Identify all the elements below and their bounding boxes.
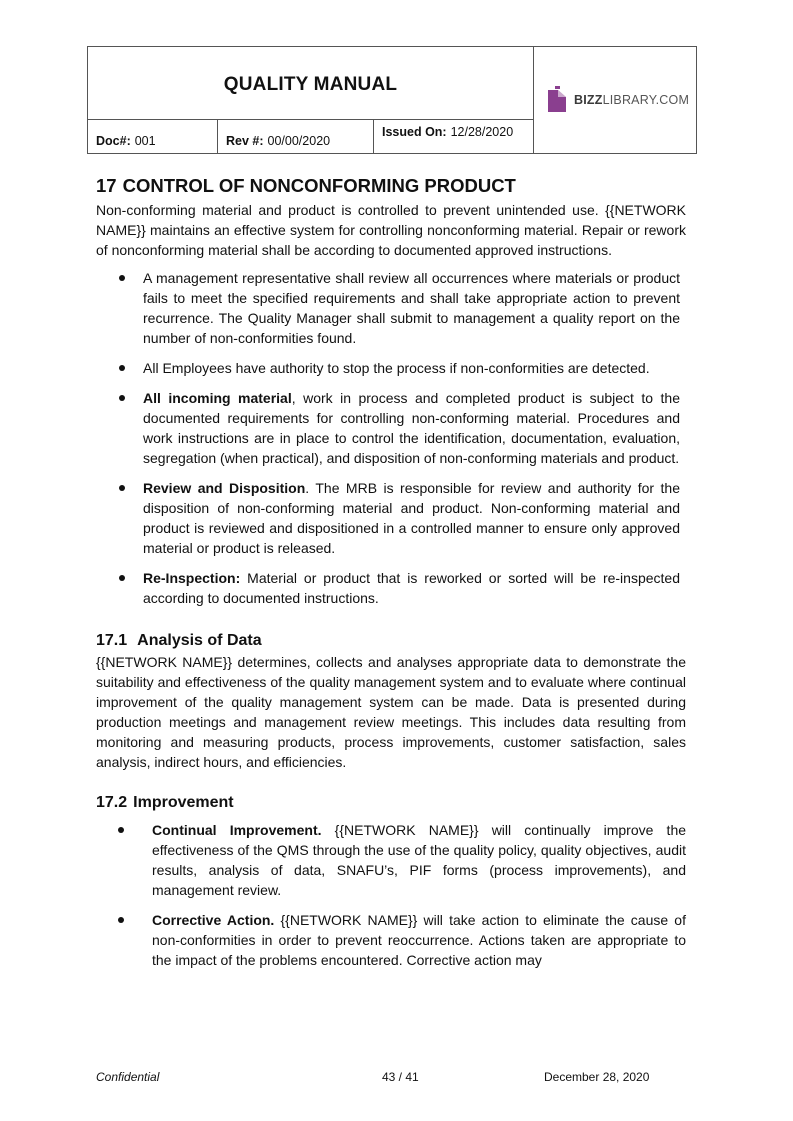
document-header <box>87 46 697 154</box>
document-title: QUALITY MANUAL <box>88 47 534 120</box>
section-17-1-heading: 17.1 Analysis of Data <box>96 632 262 649</box>
doc-number-cell <box>88 120 218 153</box>
footer-confidential: Confidential <box>96 1070 160 1084</box>
brand-logo <box>534 47 696 153</box>
list-item: A management representative shall review all occurrences where materials or product fails to meet the specified requirements and shall take appropriate action to prevent recurrence. The Quality Manager shall submit to management a quality report on the number of non-conformities found. <box>143 268 686 348</box>
logo-text: BIZZLIBRARY.COM <box>574 93 690 107</box>
doc-number-label: Doc#: <box>96 133 131 148</box>
footer-date: December 28, 2020 <box>544 1070 650 1084</box>
list-item: Re-Inspection: Material or product that is reworked or sorted will be re-inspected according to documented instructions. <box>143 568 686 608</box>
page-content <box>96 174 686 980</box>
section-17-bullets <box>96 268 686 608</box>
document-logo-icon <box>546 86 568 114</box>
footer-page-number: 43 / 41 <box>382 1070 419 1084</box>
section-17-2-heading: 17.2 Improvement <box>96 794 234 811</box>
list-item: All Employees have authority to stop the process if non-conformities are detected. <box>143 358 686 378</box>
issued-cell <box>374 120 534 153</box>
page-footer <box>96 1070 686 1088</box>
section-17-2-bullets <box>96 820 686 970</box>
issued-label: Issued On: <box>382 125 447 139</box>
revision-value: 00/00/2020 <box>267 133 331 148</box>
list-item: Continual Improvement. {{NETWORK NAME}} will continually improve the effectiveness of the QMS through the use of the quality policy, quality objectives, audit results, analysis of data, SNAFU’s, PIF forms (process improvements), and management review. <box>152 822 687 898</box>
revision-cell <box>218 120 374 153</box>
issued-value: 12/28/2020 <box>450 125 514 139</box>
section-17-intro: Non-conforming material and product is controlled to prevent unintended use. {{NETWORK NAME}} maintains an effective system for controlling nonconforming material. Repair or rework of nonconforming material shall be according to documented approved instructions. <box>96 202 686 258</box>
section-17-1-body: {{NETWORK NAME}} determines, collects and analyses appropriate data to demonstrate the suitability and effectiveness of the quality management system and to evaluate where continual improvement of the quality management system can be made. Data is presented during production meetings and management review meetings. This includes data resulting from monitoring and measuring products, process improvements, customer satisfaction, sales analysis, indirect hours, and efficiencies. <box>96 654 686 770</box>
list-item: All incoming material, work in process and completed product is subject to the documented requirements for controlling non-conforming material. Procedures and work instructions are in place to control the identification, documentation, evaluation, segregation (when practical), and disposition of non-conforming materials and product. <box>143 388 686 468</box>
list-item: Review and Disposition. The MRB is responsible for review and authority for the disposition of non-conforming material and product. Non-conforming material and product is reviewed and dispositioned in a controlled manner to ensure only approved material or product is released. <box>143 478 686 558</box>
section-17-heading: 17 CONTROL OF NONCONFORMING PRODUCT <box>96 175 516 196</box>
list-item: Corrective Action. {{NETWORK NAME}} will take action to eliminate the cause of non-conformities in order to prevent reoccurrence. Actions taken are appropriate to the impact of the problems encountered. Corrective action may <box>152 912 686 968</box>
revision-label: Rev #: <box>226 133 264 148</box>
doc-number-value: 001 <box>134 133 156 148</box>
